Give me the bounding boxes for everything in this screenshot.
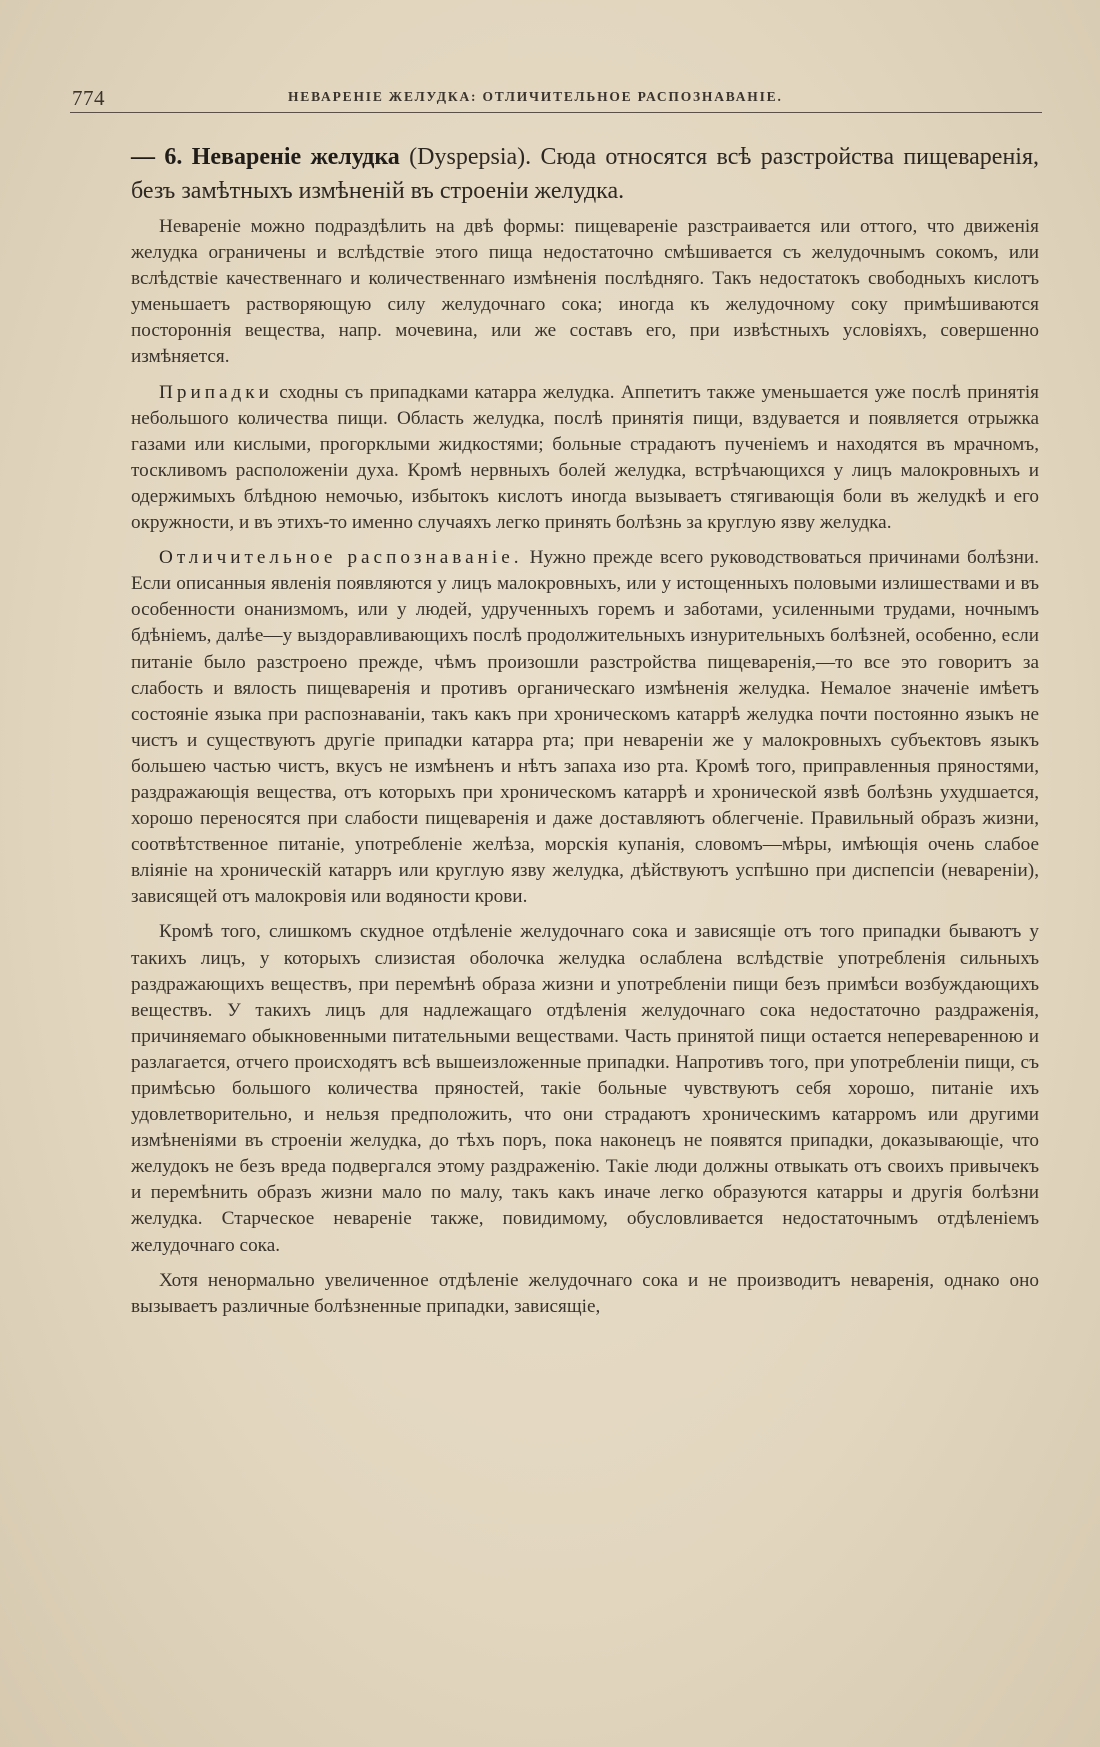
page-number: 774 (72, 86, 105, 110)
section-heading (131, 140, 1039, 208)
diagnosis-text: Нужно прежде всего руководствоваться причинами болѣзни. Если описанныя явленія появляются у лицъ малокровныхъ, или у истощенныхъ половыми излишествами и въ особенности онанизмомъ, или у людей, удрученныхъ горемъ и заботами, усиленными трудами, ночнымъ бдѣніемъ, далѣе—у выздоравливающихъ послѣ продолжительныхъ изнурительныхъ болѣзней, особенно, если питаніе было разстроено прежде, чѣмъ произошли разстройства пищеваренія,—то все это говоритъ за слабость и вялость пищеваренія и противъ органическаго измѣненія желудка. Немалое значеніе имѣетъ состояніе языка при распознаваніи, такъ какъ при хроническомъ катаррѣ желудка почти постоянно языкъ не чистъ и существуютъ другіе припадки катарра рта; при невареніи же у малокровныхъ субъектовъ языкъ большею частью чистъ, вкусъ не измѣненъ и нѣтъ запаха изо рта. Кромѣ того, приправленныя пряностями, раздражающія вещества, отъ которыхъ при хроническомъ катаррѣ и хронической язвѣ болѣзнь ухудшается, хорошо переносятся при слабости пищеваренія и даже доставляютъ облегченіе. Правильный образъ жизни, соотвѣтственное питаніе, употребленіе желѣза, морскія купанія, словомъ—мѣры, имѣющія очень слабое вліяніе на хроническій катарръ или круглую язву желудка, дѣйствуютъ успѣшно при диспепсіи (невареніи), зависящей отъ малокровія или водяности крови. (131, 547, 1039, 908)
symptoms-text: сходны съ припадками катарра желудка. Аппетитъ также уменьшается уже послѣ принятія небольшого количества пищи. Область желудка, послѣ принятія пищи, вздувается и появляется отрыжка газами или кислыми, прогорклыми жидкостями; больные страдаютъ пученіемъ и находятся въ мрачномъ, тоскливомъ расположеніи духа. Кромѣ нервныхъ болей желудка, встрѣчающихся у лицъ малокровныхъ и одержимыхъ блѣдною немочью, избытокъ кислотъ иногда вызываетъ стягивающія боли въ желудкѣ и его окружности, и въ этихъ-то именно случаяхъ легко принять болѣзнь за круглую язву желудка. (131, 381, 1039, 534)
paragraph-symptoms (131, 380, 1039, 537)
diagnosis-heading: Отличительное распознаваніе. (159, 547, 523, 569)
section-title: Невареніе желудка (191, 144, 400, 170)
page-header (70, 86, 1042, 113)
paragraph-scant-secretion: Кромѣ того, слишкомъ скудное отдѣленіе желудочнаго сока и зависящіе отъ того припадки бываютъ у такихъ лицъ, у которыхъ слизистая оболочка желудка ослаблена вслѣдствіе употребленія сильныхъ раздражающихъ веществъ, при перемѣнѣ образа жизни и употребленіи пищи безъ примѣси возбуждающихъ веществъ. У такихъ лицъ для надлежащаго отдѣленія желудочнаго сока недостаточно раздраженія, причиняемаго обыкновенными питательными веществами. Часть принятой пищи остается непереваренною и разлагается, отчего происходятъ всѣ вышеизложенные припадки. Напротивъ того, при употребленіи пищи, съ примѣсью большого количества пряностей, такіе больные чувствуютъ себя хорошо, питаніе ихъ удовлетворительно, и нельзя предположить, что они страдаютъ хроническимъ катарромъ или другими измѣненіями въ строеніи желудка, до тѣхъ поръ, пока наконецъ не появятся припадки, доказывающіе, что желудокъ не безъ вреда подвергался этому раздраженію. Такіе люди должны отвыкать отъ своихъ привычекъ и перемѣнить образъ жизни мало по малу, такъ какъ иначе легко образуются катарры и другія болѣзни желудка. Старческое невареніе также, повидимому, обусловливается недостаточнымъ отдѣленіемъ желудочнаго сока. (131, 921, 1039, 1256)
running-head: НЕВАРЕНІЕ ЖЕЛУДКА: ОТЛИЧИТЕЛЬНОЕ РАСПОЗНАВАНІЕ. (288, 89, 783, 104)
paragraph-forms: Невареніе можно подраздѣлить на двѣ формы: пищевареніе разстраивается или оттого, что движенія желудка ограничены и вслѣдствіе этого пища недостаточно смѣшивается съ желудочнымъ сокомъ, или вслѣдствіе качественнаго и количественнаго измѣненія послѣдняго. Такъ недостатокъ свободныхъ кислотъ уменьшаетъ растворяющую силу желудочнаго сока; иногда къ желудочному соку примѣшиваются постороннія вещества, напр. мочевина, или же составъ его, при извѣстныхъ условіяхъ, совершенно измѣняется. (131, 216, 1039, 368)
section-number: — 6. (131, 144, 183, 170)
paragraph-differential-diagnosis (131, 545, 1039, 910)
page-body (131, 140, 1039, 1329)
symptoms-heading: Припадки (159, 381, 273, 403)
paragraph-excess-secretion: Хотя ненормально увеличенное отдѣленіе желудочнаго сока и не производитъ неваренія, однако оно вызываетъ различные болѣзненные припадки, зависящіе, (131, 1269, 1039, 1317)
section-intro: (Dyspepsia). Сюда относятся всѣ разстройства пищеваренія, безъ замѣтныхъ измѣненій въ строеніи желудка. (131, 144, 1040, 204)
